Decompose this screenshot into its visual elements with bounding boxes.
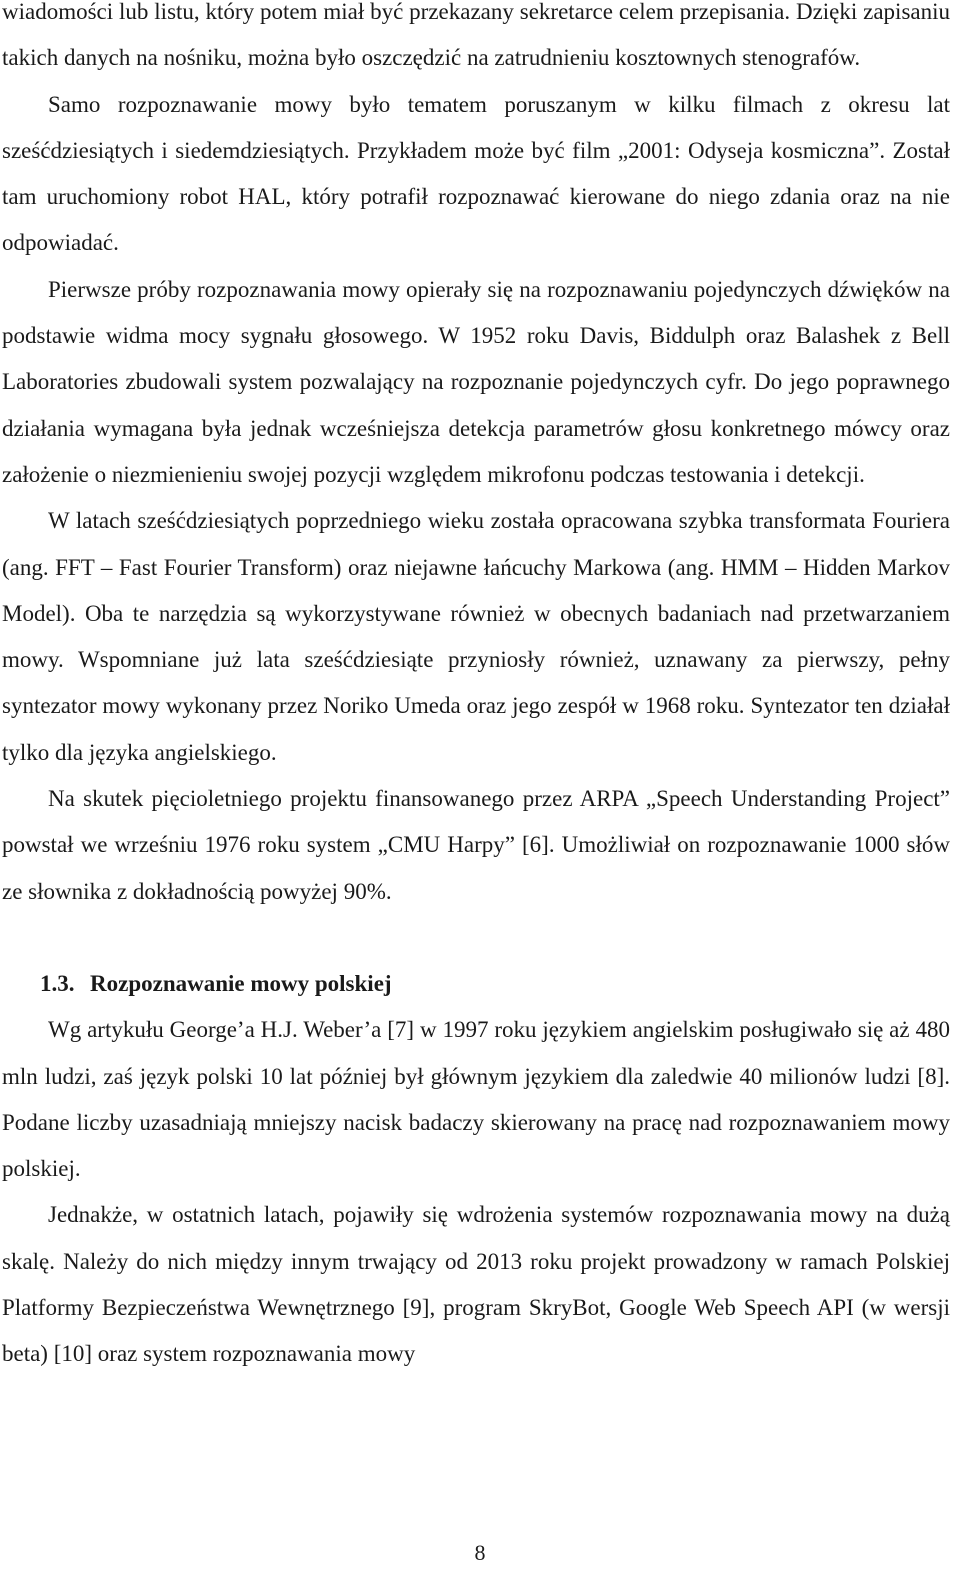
paragraph-weber-article: Wg artykułu George’a H.J. Weber’a [7] w 1997 roku językiem angielskim posługiwało się aż 480 mln ludzi, zaś język polski 10 lat później był głównym językiem dla zaledwie 40 milionów ludzi [8]. Podane liczby uzasadniają mniejszy nacisk badaczy skierowany na pracę nad rozpoznawaniem mowy polskiej. bbox=[2, 1017, 950, 1182]
paragraph-arpa: Na skutek pięcioletniego projektu finansowanego przez ARPA „Speech Understanding Project” powstał we wrześniu 1976 roku system „CMU Harpy” [6]. Umożliwiał on rozpoznawanie 1000 słów ze słownika z dokładnością powyżej 90%. bbox=[2, 786, 950, 904]
section-spacer bbox=[2, 915, 950, 961]
body-text bbox=[2, 0, 950, 1378]
paragraph-film-references: Samo rozpoznawanie mowy było tematem poruszanym w kilku filmach z okresu lat sześćdziesiątych i siedemdziesiątych. Przykładem może być film „2001: Odyseja kosmiczna”. Został tam uruchomiony robot HAL, który potrafił rozpoznawać kierowane do niego zdania oraz na nie odpowiadać. bbox=[2, 91, 950, 256]
section-heading bbox=[2, 961, 950, 1007]
paragraph-continued: wiadomości lub listu, który potem miał być przekazany sekretarce celem przepisania. Dzięki zapisaniu takich danych na nośniku, można było oszczędzić na zatrudnieniu kosztownych stenografów. bbox=[2, 0, 950, 71]
paragraph-recent-deployments: Jednakże, w ostatnich latach, pojawiły się wdrożenia systemów rozpoznawania mowy na dużą skalę. Należy do nich między innym trwający od 2013 roku projekt prowadzony w ramach Polskiej Platformy Bezpieczeństwa Wewnętrznego [9], program SkryBot, Google Web Speech API (w wersji beta) [10] oraz system rozpoznawania mowy bbox=[2, 1202, 950, 1367]
page-number: 8 bbox=[474, 1540, 486, 1565]
section-number: 1.3. bbox=[40, 970, 75, 996]
section-title: Rozpoznawanie mowy polskiej bbox=[90, 970, 392, 996]
paragraph-first-attempts: Pierwsze próby rozpoznawania mowy opierały się na rozpoznawaniu pojedynczych dźwięków na podstawie widma mocy sygnału głosowego. W 1952 roku Davis, Biddulph oraz Balashek z Bell Laboratories zbudowali system pozwalający na rozpoznanie pojedynczych cyfr. Do jego poprawnego działania wymagana była jednak wcześniejsza detekcja parametrów głosu konkretnego mówcy oraz założenie o niezmienieniu swojej pozycji względem mikrofonu podczas testowania i detekcji. bbox=[2, 276, 950, 487]
paragraph-sixties: W latach sześćdziesiątych poprzedniego wieku została opracowana szybka transformata Fouriera (ang. FFT – Fast Fourier Transform) oraz niejawne łańcuchy Markowa (ang. HMM – Hidden Markov Model). Oba te narzędzia są wykorzystywane również w obecnych badaniach nad przetwarzaniem mowy. Wspomniane już lata sześćdziesiąte przyniosły również, uznawany za pierwszy, pełny syntezator mowy wykonany przez Noriko Umeda oraz jego zespół w 1968 roku. Syntezator ten działał tylko dla języka angielskiego. bbox=[2, 508, 950, 765]
